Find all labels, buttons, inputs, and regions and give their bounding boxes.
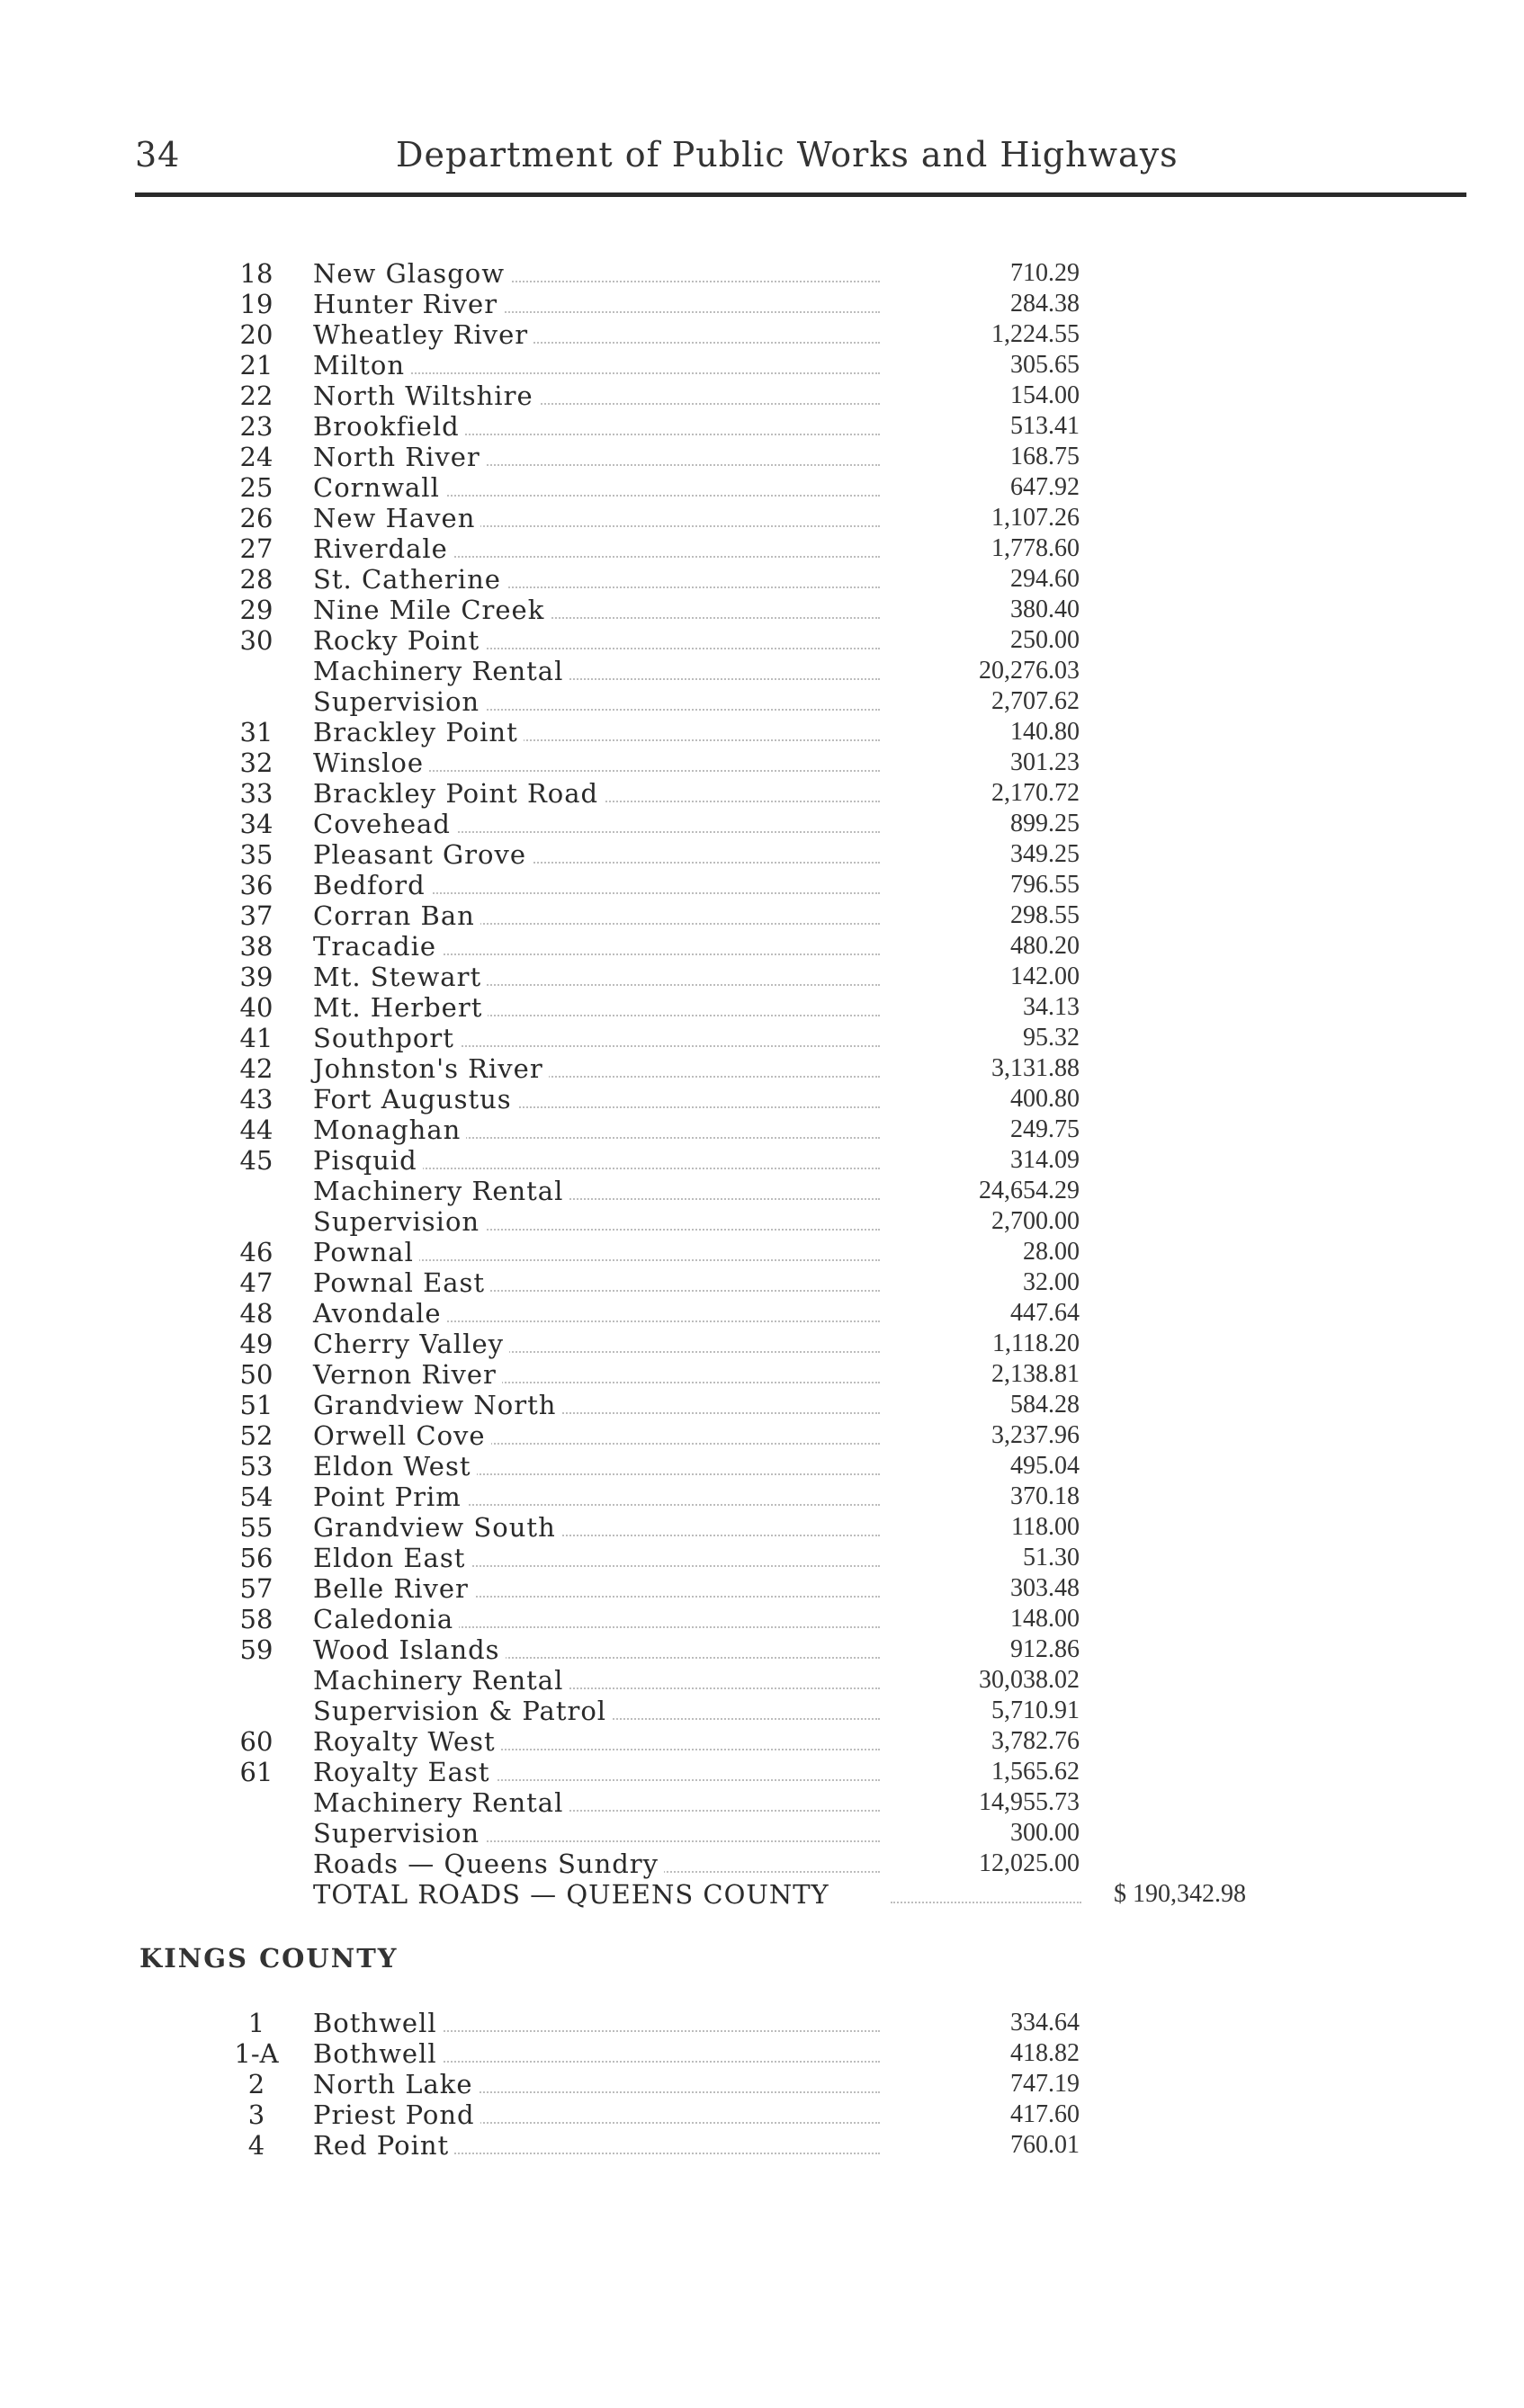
- road-number: 33: [239, 778, 273, 809]
- road-number: 45: [239, 1145, 273, 1176]
- road-name: Wood Islands: [313, 1634, 506, 1665]
- road-amount: 584.28: [1010, 1391, 1080, 1419]
- road-name: Johnston's River: [313, 1053, 549, 1084]
- table-row: [0, 1206, 1524, 1237]
- road-amount: 314.09: [1010, 1146, 1080, 1174]
- road-number: 2: [247, 2069, 265, 2099]
- road-name: Bothwell: [313, 2008, 443, 2038]
- road-amount: 513.41: [1010, 412, 1080, 440]
- road-number: 31: [239, 717, 273, 747]
- road-name: Eldon West: [313, 1451, 477, 1482]
- table-row: [0, 564, 1524, 595]
- table-row: [0, 1084, 1524, 1114]
- table-row: [0, 2008, 1524, 2038]
- road-name: Caledonia: [313, 1604, 459, 1634]
- table-row: [0, 2038, 1524, 2069]
- table-row: [0, 1298, 1524, 1329]
- kings-county-roads-list: [0, 2008, 1524, 2161]
- road-amount: 5,710.91: [991, 1696, 1080, 1724]
- road-amount: 305.65: [1010, 351, 1080, 379]
- road-number: 52: [239, 1420, 273, 1451]
- table-row: [0, 931, 1524, 962]
- road-name: Orwell Cove: [313, 1420, 491, 1451]
- table-row: [0, 2069, 1524, 2099]
- road-name: Wheatley River: [313, 319, 533, 350]
- road-amount: 28.00: [1023, 1238, 1080, 1266]
- road-name: Corran Ban: [313, 900, 480, 931]
- table-row: [0, 1023, 1524, 1053]
- road-amount: 912.86: [1010, 1635, 1080, 1663]
- road-number: 34: [239, 809, 273, 839]
- road-amount: 2,170.72: [991, 779, 1080, 807]
- road-number: 29: [239, 595, 273, 625]
- road-number: 30: [239, 625, 273, 656]
- road-number: 39: [239, 962, 273, 992]
- road-name: Mt. Herbert: [313, 992, 488, 1023]
- table-row: [0, 1420, 1524, 1451]
- table-row: [0, 1573, 1524, 1604]
- table-row: [0, 870, 1524, 900]
- road-number: 43: [239, 1084, 273, 1114]
- table-row: [0, 1114, 1524, 1145]
- queens-county-roads-list: [0, 258, 1524, 1910]
- road-number: 47: [239, 1267, 273, 1298]
- road-name: Pisquid: [313, 1145, 423, 1176]
- road-name: Point Prim: [313, 1482, 467, 1512]
- road-number: 20: [239, 319, 273, 350]
- table-row: [0, 992, 1524, 1023]
- table-row: [0, 656, 1524, 686]
- road-number: 56: [239, 1543, 273, 1573]
- road-name: Tracadie: [313, 931, 442, 962]
- road-name: Covehead: [313, 809, 456, 839]
- table-row: [0, 1329, 1524, 1359]
- road-number: 37: [239, 900, 273, 931]
- road-number: 1: [247, 2008, 265, 2038]
- road-number: 22: [239, 380, 273, 411]
- dot-leader: [891, 1902, 1081, 1903]
- table-row: [0, 1053, 1524, 1084]
- table-row: [0, 1451, 1524, 1482]
- road-name: Southport: [313, 1023, 460, 1053]
- table-row: [0, 1787, 1524, 1818]
- kings-county-heading: KINGS COUNTY: [139, 1943, 399, 1974]
- table-row: [0, 900, 1524, 931]
- total-amount: $ 190,342.98: [1114, 1880, 1246, 1908]
- table-row: [0, 686, 1524, 717]
- header-rule: [135, 192, 1466, 197]
- road-number: 55: [239, 1512, 273, 1543]
- road-name: Winsloe: [313, 747, 429, 778]
- road-name: Brookfield: [313, 411, 465, 442]
- road-name: North Lake: [313, 2069, 479, 2099]
- road-amount: 142.00: [1010, 962, 1080, 990]
- road-number: 51: [239, 1390, 273, 1420]
- road-name: Priest Pond: [313, 2099, 480, 2130]
- road-amount: 24,654.29: [979, 1177, 1080, 1204]
- page-header: [135, 135, 1466, 185]
- road-number: 3: [247, 2099, 265, 2130]
- road-number: 35: [239, 839, 273, 870]
- road-amount: 300.00: [1010, 1819, 1080, 1847]
- road-name: Bedford: [313, 870, 431, 900]
- road-number: 38: [239, 931, 273, 962]
- table-row: [0, 1818, 1524, 1849]
- road-name: Pownal East: [313, 1267, 490, 1298]
- road-amount: 250.00: [1010, 626, 1080, 654]
- table-row: [0, 1634, 1524, 1665]
- table-row: [0, 350, 1524, 380]
- road-number: 41: [239, 1023, 273, 1053]
- table-row: [0, 442, 1524, 472]
- road-name: Belle River: [313, 1573, 474, 1604]
- table-row: [0, 380, 1524, 411]
- road-amount: 400.80: [1010, 1085, 1080, 1113]
- road-amount: 14,955.73: [979, 1788, 1080, 1816]
- road-amount: 30,038.02: [979, 1666, 1080, 1694]
- road-amount: 249.75: [1010, 1115, 1080, 1143]
- road-number: 54: [239, 1482, 273, 1512]
- road-number: 19: [239, 289, 273, 319]
- road-name: Mt. Stewart: [313, 962, 487, 992]
- total-label: TOTAL ROADS — QUEENS COUNTY: [313, 1879, 835, 1910]
- road-amount: 301.23: [1010, 748, 1080, 776]
- road-name: Machinery Rental: [313, 1176, 569, 1206]
- road-amount: 3,237.96: [991, 1421, 1080, 1449]
- table-row: [0, 747, 1524, 778]
- road-name: Roads — Queens Sundry: [313, 1849, 664, 1879]
- road-name: Machinery Rental: [313, 1787, 569, 1818]
- road-name: Cherry Valley: [313, 1329, 509, 1359]
- road-name: Bothwell: [313, 2038, 443, 2069]
- road-number: 46: [239, 1237, 273, 1267]
- road-name: Rocky Point: [313, 625, 485, 656]
- table-row: [0, 809, 1524, 839]
- road-amount: 495.04: [1010, 1452, 1080, 1480]
- road-name: Supervision & Patrol: [313, 1696, 612, 1726]
- road-amount: 334.64: [1010, 2009, 1080, 2037]
- table-row: [0, 2130, 1524, 2161]
- road-name: Avondale: [313, 1298, 447, 1329]
- road-number: 44: [239, 1114, 273, 1145]
- road-number: 40: [239, 992, 273, 1023]
- table-row: [0, 1665, 1524, 1696]
- table-row: [0, 962, 1524, 992]
- table-row: [0, 1604, 1524, 1634]
- table-row: [0, 839, 1524, 870]
- road-amount: 2,138.81: [991, 1360, 1080, 1388]
- road-number: 58: [239, 1604, 273, 1634]
- table-row: [0, 1267, 1524, 1298]
- road-number: 59: [239, 1634, 273, 1665]
- road-amount: 12,025.00: [979, 1849, 1080, 1877]
- road-name: North River: [313, 442, 486, 472]
- road-amount: 140.80: [1010, 718, 1080, 746]
- table-row: [0, 258, 1524, 289]
- road-name: Supervision: [313, 1818, 485, 1849]
- total-row: [0, 1879, 1524, 1910]
- road-number: 49: [239, 1329, 273, 1359]
- table-row: [0, 319, 1524, 350]
- table-row: [0, 1696, 1524, 1726]
- table-row: [0, 1390, 1524, 1420]
- road-number: 53: [239, 1451, 273, 1482]
- road-number: 4: [247, 2130, 265, 2161]
- table-row: [0, 289, 1524, 319]
- road-name: Grandview South: [313, 1512, 561, 1543]
- road-amount: 1,107.26: [991, 504, 1080, 532]
- road-amount: 1,778.60: [991, 534, 1080, 562]
- road-amount: 1,224.55: [991, 320, 1080, 348]
- road-number: 18: [239, 258, 273, 289]
- road-amount: 95.32: [1023, 1024, 1080, 1052]
- road-name: Nine Mile Creek: [313, 595, 550, 625]
- road-amount: 148.00: [1010, 1605, 1080, 1633]
- table-row: [0, 503, 1524, 533]
- road-number: 28: [239, 564, 273, 595]
- road-name: Hunter River: [313, 289, 503, 319]
- road-amount: 417.60: [1010, 2100, 1080, 2128]
- table-row: [0, 1726, 1524, 1757]
- road-number: 57: [239, 1573, 273, 1604]
- road-number: 26: [239, 503, 273, 533]
- table-row: [0, 778, 1524, 809]
- road-amount: 2,700.00: [991, 1207, 1080, 1235]
- table-row: [0, 1237, 1524, 1267]
- table-row: [0, 411, 1524, 442]
- road-name: New Glasgow: [313, 258, 510, 289]
- road-number: 48: [239, 1298, 273, 1329]
- road-amount: 118.00: [1011, 1513, 1080, 1541]
- road-amount: 747.19: [1010, 2070, 1080, 2098]
- road-amount: 1,118.20: [992, 1329, 1080, 1357]
- road-amount: 168.75: [1010, 443, 1080, 470]
- road-number: 36: [239, 870, 273, 900]
- road-amount: 32.00: [1023, 1268, 1080, 1296]
- road-number: 27: [239, 533, 273, 564]
- table-row: [0, 1482, 1524, 1512]
- road-name: Brackley Point: [313, 717, 524, 747]
- road-name: Supervision: [313, 1206, 485, 1237]
- road-amount: 1,565.62: [991, 1758, 1080, 1786]
- road-name: Royalty West: [313, 1726, 501, 1757]
- road-name: Machinery Rental: [313, 1665, 569, 1696]
- road-name: Fort Augustus: [313, 1084, 517, 1114]
- road-amount: 154.00: [1010, 381, 1080, 409]
- table-row: [0, 1145, 1524, 1176]
- road-name: Eldon East: [313, 1543, 471, 1573]
- road-amount: 796.55: [1010, 871, 1080, 899]
- road-name: Supervision: [313, 686, 485, 717]
- road-amount: 303.48: [1010, 1574, 1080, 1602]
- road-name: Riverdale: [313, 533, 453, 564]
- road-name: Monaghan: [313, 1114, 466, 1145]
- road-amount: 899.25: [1010, 810, 1080, 837]
- road-number: 21: [239, 350, 273, 380]
- road-number: 50: [239, 1359, 273, 1390]
- road-name: Brackley Point Road: [313, 778, 604, 809]
- road-name: Cornwall: [313, 472, 445, 503]
- road-amount: 20,276.03: [979, 657, 1080, 685]
- road-name: Vernon River: [313, 1359, 502, 1390]
- road-name: Pleasant Grove: [313, 839, 532, 870]
- road-amount: 710.29: [1010, 259, 1080, 287]
- table-row: [0, 533, 1524, 564]
- road-amount: 3,782.76: [991, 1727, 1080, 1755]
- road-name: Royalty East: [313, 1757, 496, 1787]
- road-name: St. Catherine: [313, 564, 507, 595]
- road-name: Red Point: [313, 2130, 454, 2161]
- table-row: [0, 1849, 1524, 1879]
- table-row: [0, 1176, 1524, 1206]
- road-amount: 380.40: [1010, 595, 1080, 623]
- road-number: 24: [239, 442, 273, 472]
- road-amount: 418.82: [1010, 2039, 1080, 2067]
- table-row: [0, 1543, 1524, 1573]
- table-row: [0, 1757, 1524, 1787]
- table-row: [0, 1359, 1524, 1390]
- road-amount: 284.38: [1010, 290, 1080, 318]
- road-amount: 349.25: [1010, 840, 1080, 868]
- road-number: 60: [239, 1726, 273, 1757]
- page-number: 34: [135, 135, 181, 175]
- road-number: 32: [239, 747, 273, 778]
- road-amount: 298.55: [1010, 901, 1080, 929]
- road-number: 25: [239, 472, 273, 503]
- road-amount: 760.01: [1010, 2131, 1080, 2159]
- road-name: Milton: [313, 350, 410, 380]
- table-row: [0, 1512, 1524, 1543]
- road-amount: 34.13: [1023, 993, 1080, 1021]
- table-row: [0, 2099, 1524, 2130]
- running-title: Department of Public Works and Highways: [396, 135, 1179, 175]
- road-amount: 51.30: [1023, 1544, 1080, 1571]
- road-name: Pownal: [313, 1237, 419, 1267]
- table-row: [0, 625, 1524, 656]
- road-number: 1-A: [234, 2038, 279, 2069]
- table-row: [0, 595, 1524, 625]
- road-number: 61: [239, 1757, 273, 1787]
- table-row: [0, 717, 1524, 747]
- road-amount: 647.92: [1010, 473, 1080, 501]
- road-amount: 3,131.88: [991, 1054, 1080, 1082]
- road-amount: 370.18: [1010, 1482, 1080, 1510]
- road-number: 42: [239, 1053, 273, 1084]
- road-name: New Haven: [313, 503, 480, 533]
- road-amount: 294.60: [1010, 565, 1080, 593]
- road-name: North Wiltshire: [313, 380, 539, 411]
- table-row: [0, 472, 1524, 503]
- road-amount: 480.20: [1010, 932, 1080, 960]
- road-amount: 2,707.62: [991, 687, 1080, 715]
- road-amount: 447.64: [1010, 1299, 1080, 1327]
- road-name: Grandview North: [313, 1390, 561, 1420]
- road-number: 23: [239, 411, 273, 442]
- road-name: Machinery Rental: [313, 656, 569, 686]
